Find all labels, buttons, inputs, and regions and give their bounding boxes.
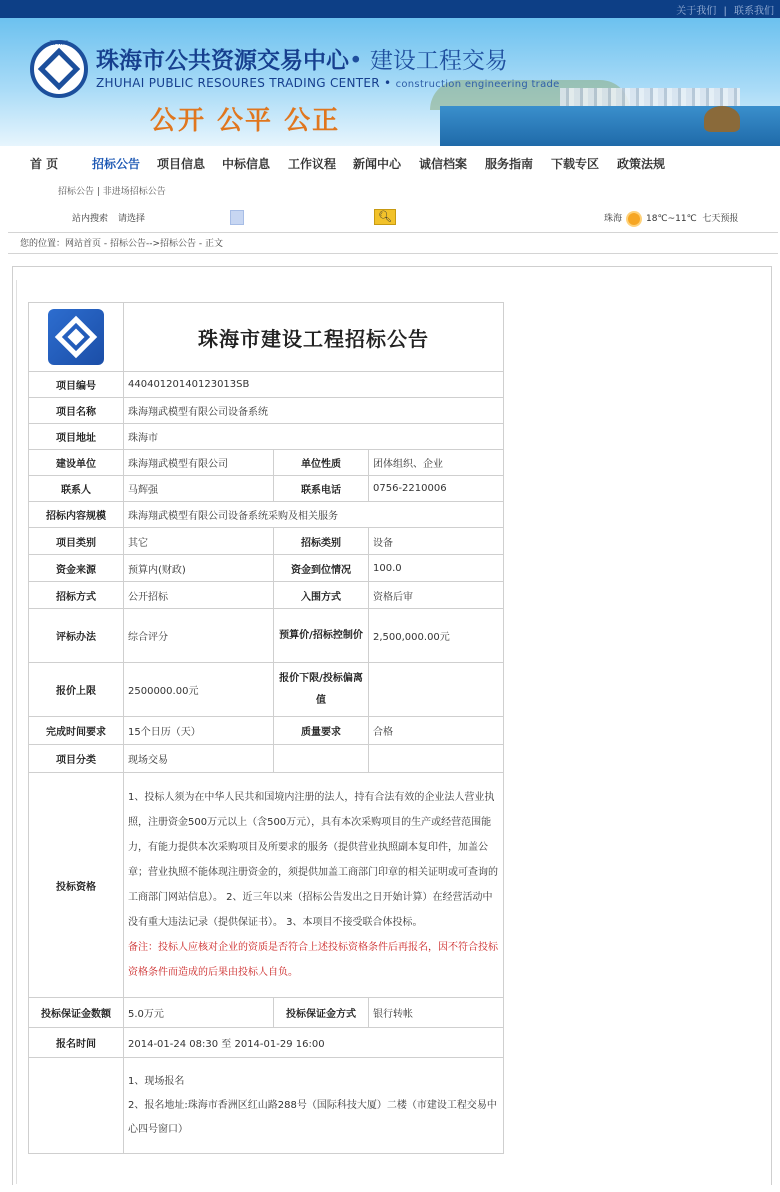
value-reg-time: 2014-01-24 08:30 至 2014-01-29 16:00 <box>124 1028 504 1058</box>
value-bid-method: 公开招标 <box>124 582 274 609</box>
value-reg-method-cell <box>124 1058 504 1154</box>
label-reg-time: 报名时间 <box>29 1028 124 1058</box>
site-logo[interactable] <box>30 40 88 98</box>
value-price-cap: 2500000.00元 <box>124 663 274 717</box>
value-fund-ready: 100.0 <box>369 555 504 582</box>
value-deposit-method: 银行转帐 <box>369 998 504 1028</box>
top-links-divider: | <box>723 6 727 17</box>
value-price-floor <box>369 663 504 717</box>
search-button[interactable] <box>374 209 396 225</box>
value-deposit: 5.0万元 <box>124 998 274 1028</box>
value-entry-method: 资格后审 <box>369 582 504 609</box>
value-budget: 2,500,000.00元 <box>369 609 504 663</box>
weather-temp: 18℃~11℃ <box>646 214 697 224</box>
value-project-no: 44040120140123013SB <box>124 372 504 398</box>
label-deposit-method: 投标保证金方式 <box>274 998 369 1028</box>
label-reg-method <box>29 1058 124 1154</box>
label-bid-category: 招标类别 <box>274 528 369 555</box>
value-eval-method: 综合评分 <box>124 609 274 663</box>
search-input[interactable] <box>230 210 244 225</box>
label-deposit: 投标保证金数额 <box>29 998 124 1028</box>
value-contact: 马辉强 <box>124 476 274 502</box>
about-us-link[interactable]: 关于我们 <box>676 6 717 17</box>
label-project-addr: 项目地址 <box>29 424 124 450</box>
breadcrumb: 您的位置：网站首页 - 招标公告-->招标公告 - 正文 <box>8 232 778 254</box>
value-scope: 珠海翔武模型有限公司设备系统采购及相关服务 <box>124 502 504 528</box>
value-duration: 15个日历（天） <box>124 717 274 745</box>
nav-home[interactable]: 首 页 <box>30 157 59 171</box>
label-price-floor: 报价下限/投标偏离值 <box>274 663 369 717</box>
notice-logo-icon <box>48 309 104 365</box>
label-qualification: 投标资格 <box>29 773 124 998</box>
banner-title <box>96 42 508 75</box>
label-duration: 完成时间要求 <box>29 717 124 745</box>
qualification-note: 备注：投标人应核对企业的资质是否符合上述投标资格条件后再报名，因不符合投标资格条件而造成的后果由投标人自负。 <box>128 942 498 978</box>
label-fund-source: 资金来源 <box>29 555 124 582</box>
value-phone: 0756-2210006 <box>369 476 504 502</box>
value-bid-category: 设备 <box>369 528 504 555</box>
banner-title-en-sub: construction engineering trade <box>395 79 560 90</box>
banner-statue <box>704 106 740 132</box>
qualification-text: 1、投标人须为在中华人民共和国境内注册的法人，持有合法有效的企业法人营业执照，注册资金500万元以上（含500万元），具有本次采购项目的生产或经营范围能力，有能力提供本次采购项目及所要求的服务（提供营业执照副本复印件，加盖公章；营业执照不能体现注册资金的，须提供加盖工商部门印章的相关证明或可查询的工商部门网站信息）。 2、近三年以来（招标公告发出之日开始计算）在经营活动中没有重大违法记录（提供保证书）。 3、本项目不接受联合体投标。 <box>128 792 498 928</box>
sub-nav[interactable]: 招标公告 | 非进场招标公告 <box>58 187 166 197</box>
label-phone: 联系电话 <box>274 476 369 502</box>
banner-title-main: 珠海市公共资源交易中心 <box>96 48 349 74</box>
notice-table <box>28 302 504 1154</box>
value-project-name: 珠海翔武模型有限公司设备系统 <box>124 398 504 424</box>
reg-method-line1: 1、现场报名 <box>128 1076 185 1087</box>
label-classification: 项目分类 <box>29 745 124 773</box>
sun-icon <box>628 213 640 225</box>
label-project-name: 项目名称 <box>29 398 124 424</box>
empty-cell <box>274 745 369 773</box>
value-classification: 现场交易 <box>124 745 274 773</box>
banner-title-sub: • 建设工程交易 <box>349 48 508 74</box>
search-icon: 🔍︎ <box>378 210 392 223</box>
label-fund-ready: 资金到位情况 <box>274 555 369 582</box>
nav-policy[interactable]: 政策法规 <box>617 157 666 171</box>
logo-diamond-icon <box>38 48 80 90</box>
value-category: 其它 <box>124 528 274 555</box>
nav-project-info[interactable]: 项目信息 <box>157 157 206 171</box>
value-unit-type: 团体组织、企业 <box>369 450 504 476</box>
label-budget: 预算价/招标控制价 <box>274 609 369 663</box>
label-contact: 联系人 <box>29 476 124 502</box>
label-builder: 建设单位 <box>29 450 124 476</box>
search-label: 站内搜索 <box>72 214 109 224</box>
logo-text: ZPRTC <box>49 40 69 47</box>
value-project-addr: 珠海市 <box>124 424 504 450</box>
label-eval-method: 评标办法 <box>29 609 124 663</box>
weather-forecast-link[interactable]: 七天预报 <box>702 214 739 224</box>
value-fund-source: 预算内(财政) <box>124 555 274 582</box>
top-links <box>672 2 774 17</box>
search-category-select[interactable]: 请选择 <box>118 214 146 224</box>
weather-widget <box>604 211 738 225</box>
empty-cell <box>369 745 504 773</box>
nav-download[interactable]: 下载专区 <box>551 157 600 171</box>
nav-agenda[interactable]: 工作议程 <box>288 157 337 171</box>
nav-service[interactable]: 服务指南 <box>485 157 534 171</box>
contact-us-link[interactable]: 联系我们 <box>734 6 774 17</box>
banner-slogan: 公开 公平 公正 <box>150 106 341 136</box>
banner-title-en-main: ZHUHAI PUBLIC RESOURES TRADING CENTER • <box>96 76 392 90</box>
label-price-cap: 报价上限 <box>29 663 124 717</box>
nav-bid-notice[interactable]: 招标公告 <box>92 157 141 171</box>
value-quality: 合格 <box>369 717 504 745</box>
value-builder: 珠海翔武模型有限公司 <box>124 450 274 476</box>
label-unit-type: 单位性质 <box>274 450 369 476</box>
nav-news[interactable]: 新闻中心 <box>353 157 402 171</box>
label-scope: 招标内容规模 <box>29 502 124 528</box>
top-strip <box>0 0 780 18</box>
main-nav <box>0 155 780 177</box>
label-category: 项目类别 <box>29 528 124 555</box>
label-quality: 质量要求 <box>274 717 369 745</box>
notice-title: 珠海市建设工程招标公告 <box>124 303 504 372</box>
label-entry-method: 入围方式 <box>274 582 369 609</box>
nav-credit[interactable]: 诚信档案 <box>419 157 468 171</box>
notice-logo-cell <box>29 303 124 372</box>
label-bid-method: 招标方式 <box>29 582 124 609</box>
site-banner <box>0 18 780 146</box>
value-qualification-cell <box>124 773 504 998</box>
label-project-no: 项目编号 <box>29 372 124 398</box>
reg-method-line2: 2、报名地址:珠海市香洲区红山路288号（国际科技大厦）二楼（市建设工程交易中心四号窗口） <box>128 1100 497 1135</box>
banner-title-en <box>96 76 560 90</box>
weather-city: 珠海 <box>604 214 623 224</box>
nav-award-info[interactable]: 中标信息 <box>222 157 271 171</box>
search-row <box>0 208 780 228</box>
